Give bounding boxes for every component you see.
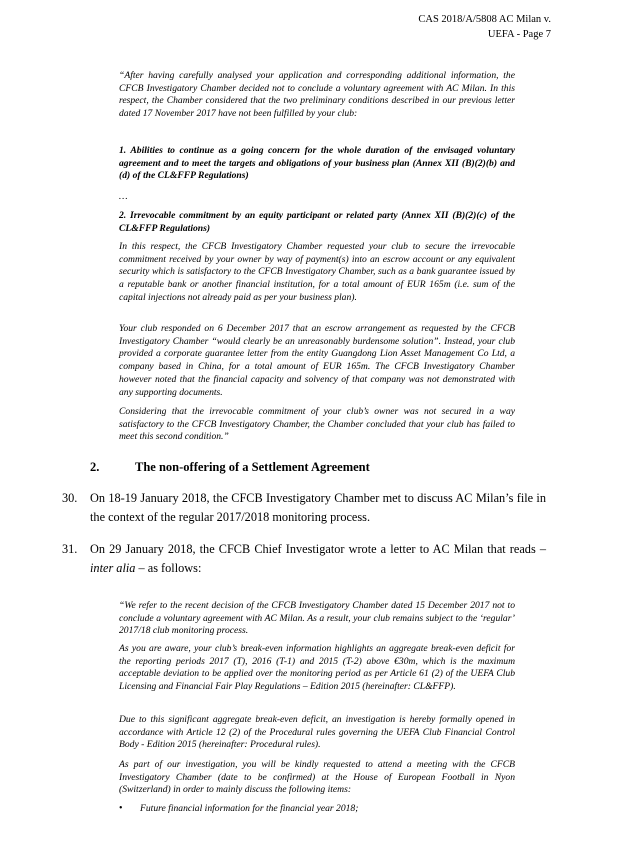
quote1-intro: “After having carefully analysed your application and corresponding additional information, the CFCB Investigatory Chamber decided not to conclude a voluntary agreement with AC Milan. In this respect, the Chamber considered that the two preliminary conditions described in our previous letter dated 17 November 2017 have not been fulfilled by your club:	[119, 70, 515, 120]
quote2-paragraph4: As part of our investigation, you will be kindly requested to attend a meeting with the CFCB Investigatory Chamber (date to be confirmed) at the House of European Football in Nyon (Switzerland) in order to mainly discuss the following items:	[119, 759, 515, 796]
paragraph-31-text-before: On 29 January 2018, the CFCB Chief Investigator wrote a letter to AC Milan that reads –	[90, 542, 546, 556]
quote1-ellipsis: …	[119, 191, 128, 202]
quote1-paragraph2: Your club responded on 6 December 2017 that an escrow arrangement as requested by the CFCB Investigatory Chamber “would clearly be an unreasonably burdensome solution”. Instead, your club provided a corporate guarantee letter from the entity Guangdong Lion Asset Management Co Ltd, a company based in China, for a total amount of EUR 165m. The CFCB Investigatory Chamber however noted that the financial capacity and solvency of that company was not demonstrated with any supporting documents.	[119, 323, 515, 398]
quote1-paragraph3: Considering that the irrevocable commitment of your club’s owner was not secured in a way satisfactory to the CFCB Investigatory Chamber, the Chamber concluded that your club has failed to meet this second condition.”	[119, 406, 515, 443]
bullet-point-icon: •	[119, 803, 123, 814]
paragraph-number-31: 31.	[62, 542, 78, 556]
paragraph-30-text: On 18-19 January 2018, the CFCB Investigatory Chamber met to discuss AC Milan’s file in the context of the regular 2017/2018 monitoring process.	[90, 491, 546, 524]
paragraph-31-text-after: – as follows:	[135, 560, 202, 575]
quote1-condition2-title: 2. Irrevocable commitment by an equity participant or related party (Annex XII (B)(2)(c) of the CL&FFP Regulations)	[119, 210, 515, 234]
quote1-paragraph1: In this respect, the CFCB Investigatory Chamber requested your club to secure the irrevocable commitment received by your owner by way of payment(s) into an escrow account or any equivalent security which is satisfactory to the CFCB Investigatory Chamber, such as a bank guarantee issued by a reputable bank or another financial institution, for a total amount of EUR 165m (i.e. sum of the capital injections not already paid as per your business plan).	[119, 241, 515, 303]
quote1-condition1-title: 1. Abilities to continue as a going concern for the whole duration of the envisaged voluntary agreement and to meet the targets and obligations of your business plan (Annex XII (B)(2)(b) and (d) of the CL&FFP Regulations)	[119, 145, 515, 182]
quote2-paragraph2: As you are aware, your club’s break-even information highlights an aggregate break-even deficit for the reporting periods 2017 (T), 2016 (T-1) and 2015 (T-2) above €30m, which is the maximum acceptable deviation to be applied over the monitoring period as per Article 61 (2) of the UEFA Club Licensing and Financial Fair Play Regulations – Edition 2015 (hereinafter: CL&FFP).	[119, 643, 515, 693]
quote2-bullet1: Future financial information for the financial year 2018;	[140, 803, 359, 814]
paragraph-number-30: 30.	[62, 491, 78, 505]
paragraph-31-text	[90, 540, 546, 577]
header-case-line: CAS 2018/A/5808 AC Milan v.	[418, 14, 551, 25]
page-header	[418, 12, 551, 42]
quote2-paragraph1: “We refer to the recent decision of the CFCB Investigatory Chamber dated 15 December 2017 not to conclude a voluntary agreement with AC Milan. As a result, your club remains subject to the ‘regular’ 2017/18 club monitoring process.	[119, 600, 515, 637]
section-title: The non-offering of a Settlement Agreement	[135, 460, 370, 474]
header-page-line: UEFA - Page 7	[487, 29, 551, 40]
quote2-paragraph3: Due to this significant aggregate break-even deficit, an investigation is hereby formally opened in accordance with Article 12 (2) of the Procedural rules governing the UEFA Club Financial Control Body - Edition 2015 (hereinafter: Procedural rules).	[119, 714, 515, 751]
section-number: 2.	[90, 460, 100, 474]
paragraph-31-inter-alia: inter alia	[90, 560, 136, 575]
